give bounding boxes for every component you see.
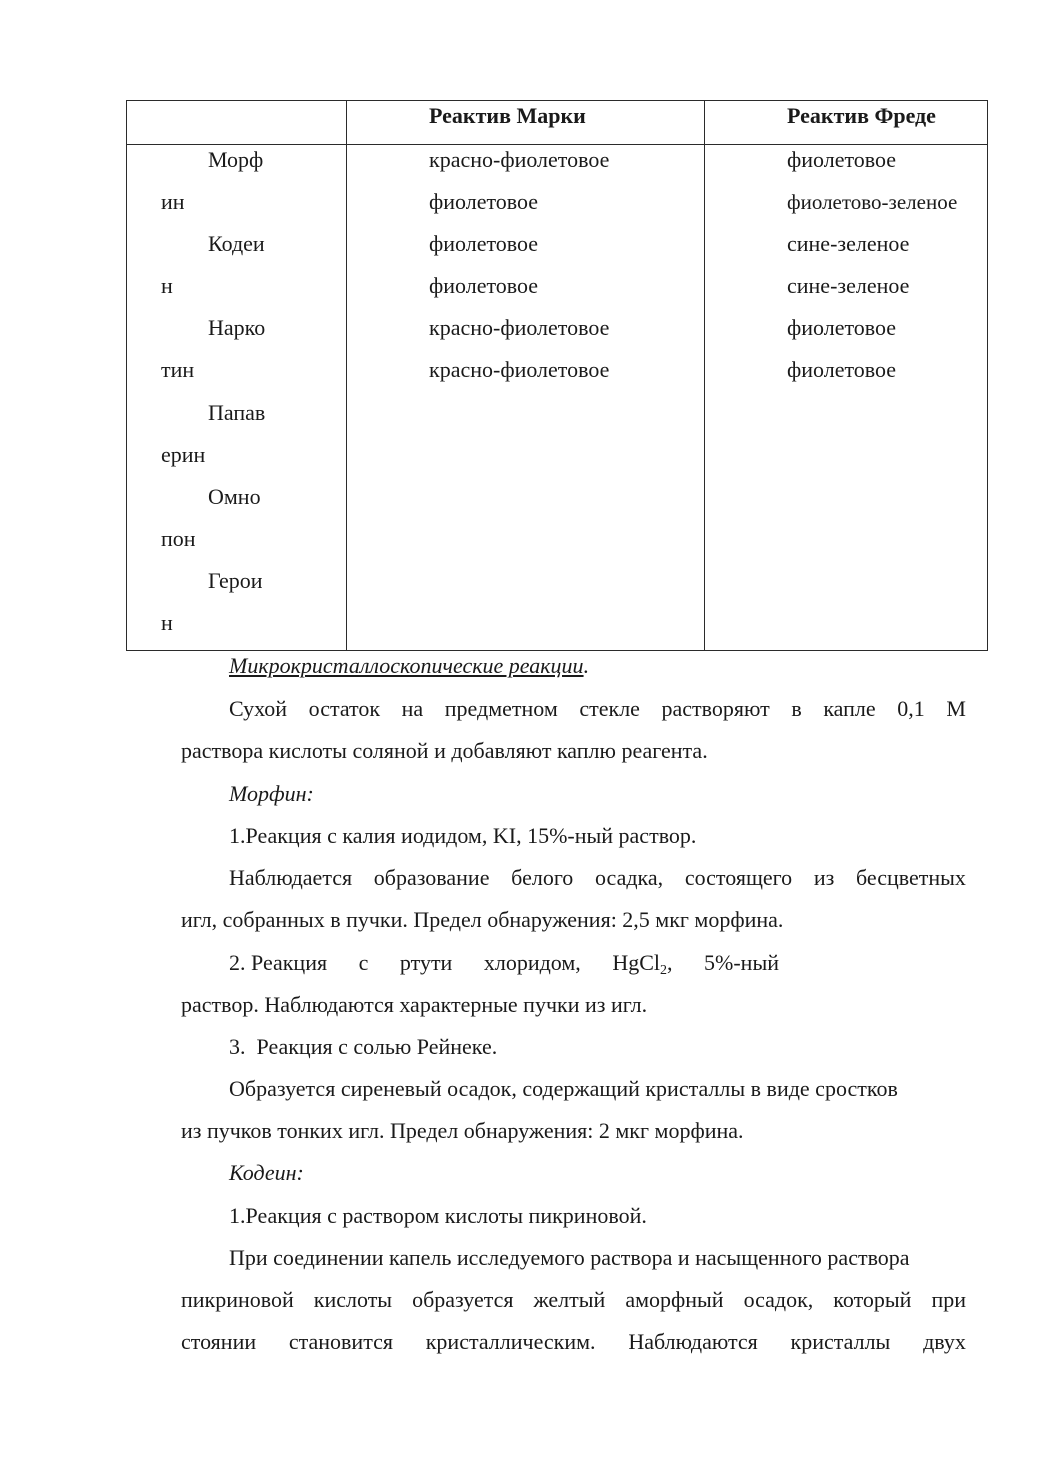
table-cell-name: н xyxy=(161,273,173,298)
reaction-item: 1.Реакция с калия иодидом, KI, 15%-ный раствор. xyxy=(229,823,697,848)
table-column-divider xyxy=(346,101,347,650)
table-cell-frede: сине-зеленое xyxy=(787,273,910,298)
table-cell-marquis: красно-фиолетовое xyxy=(429,147,610,172)
word: 5%-ный xyxy=(704,950,779,975)
paragraph-line: При соединении капель исследуемого раствора и насыщенного раствора xyxy=(229,1245,910,1270)
word: образуется xyxy=(412,1287,514,1312)
formula-main: HgCl xyxy=(612,950,660,975)
word: стоянии xyxy=(181,1329,257,1354)
table-cell-name: Кодеи xyxy=(208,231,265,256)
table-cell-marquis: красно-фиолетовое xyxy=(429,357,610,382)
table-cell-name: Омно xyxy=(208,484,261,509)
table-cell-marquis: фиолетовое xyxy=(429,273,539,298)
paragraph-line xyxy=(181,1329,966,1355)
table-cell-name: ерин xyxy=(161,442,206,467)
word: с xyxy=(358,950,369,975)
table-header-divider xyxy=(127,144,987,145)
word: на xyxy=(401,696,424,721)
word: осадок, xyxy=(743,1287,814,1312)
paragraph-line: раствора кислоты соляной и добавляют каплю реагента. xyxy=(181,738,708,763)
table-cell-frede: фиолетовое xyxy=(787,315,897,340)
section-heading-dot: . xyxy=(583,653,590,678)
chemical-formula xyxy=(612,950,672,976)
section-heading xyxy=(229,653,589,679)
table-header-marquis: Реактив Марки xyxy=(429,103,586,128)
paragraph-line: игл, собранных в пучки. Предел обнаружения: 2,5 мкг морфина. xyxy=(181,907,784,932)
table-cell-name: Герои xyxy=(208,568,263,593)
word: образование xyxy=(373,865,490,890)
paragraph-line xyxy=(229,865,966,891)
word: кристаллы xyxy=(790,1329,891,1354)
word: кислоты xyxy=(313,1287,393,1312)
word: состоящего xyxy=(684,865,793,890)
word: капле xyxy=(823,696,876,721)
word: при xyxy=(931,1287,966,1312)
word: хлоридом, xyxy=(483,950,581,975)
word: кристаллическим. xyxy=(425,1329,596,1354)
word: Наблюдаются xyxy=(628,1329,758,1354)
table-cell-frede: фиолетово-зеленое xyxy=(787,190,958,214)
word: Сухой xyxy=(229,696,288,721)
table-cell-name: Морф xyxy=(208,147,264,172)
table-cell-marquis: красно-фиолетовое xyxy=(429,315,610,340)
paragraph-line xyxy=(181,1287,966,1313)
section-heading-text: Микрокристаллоскопические реакции xyxy=(229,653,584,678)
word: М xyxy=(946,696,966,721)
reaction-item xyxy=(229,950,779,976)
formula-comma: , xyxy=(667,950,673,975)
table-header-frede: Реактив Фреде xyxy=(787,103,936,128)
table-cell-marquis: фиолетовое xyxy=(429,231,539,256)
word: желтый xyxy=(533,1287,606,1312)
paragraph-line: Образуется сиреневый осадок, содержащий кристаллы в виде сростков xyxy=(229,1076,898,1101)
table-cell-name: Папав xyxy=(208,400,266,425)
word: 0,1 xyxy=(897,696,925,721)
word: из xyxy=(813,865,835,890)
paragraph-line xyxy=(229,696,966,722)
table-cell-frede: фиолетовое xyxy=(787,147,897,172)
table-cell-frede: фиолетовое xyxy=(787,357,897,382)
word: становится xyxy=(288,1329,393,1354)
paragraph-line: из пучков тонких игл. Предел обнаружения: 2 мкг морфина. xyxy=(181,1118,744,1143)
table-cell-name: тин xyxy=(161,357,195,382)
word: стекле xyxy=(579,696,640,721)
word: аморфный xyxy=(625,1287,724,1312)
paragraph-line: раствор. Наблюдаются характерные пучки из игл. xyxy=(181,992,648,1017)
word: осадка, xyxy=(594,865,664,890)
word: в xyxy=(791,696,802,721)
formula-subscript: 2 xyxy=(660,963,667,978)
word: бесцветных xyxy=(855,865,966,890)
table-cell-marquis: фиолетовое xyxy=(429,189,539,214)
word: ртути xyxy=(399,950,453,975)
word: который xyxy=(833,1287,912,1312)
table-cell-name: н xyxy=(161,610,173,635)
table-cell-name: пон xyxy=(161,526,196,551)
word: 2. Реакция xyxy=(229,950,328,975)
table-cell-name: Нарко xyxy=(208,315,266,340)
word: предметном xyxy=(444,696,558,721)
reaction-item: 3. Реакция с солью Рейнеке. xyxy=(229,1034,498,1059)
table-column-divider xyxy=(704,101,705,650)
word: белого xyxy=(511,865,574,890)
reaction-item: 1.Реакция с раствором кислоты пикриновой. xyxy=(229,1203,647,1228)
subsection-label-codeine: Кодеин: xyxy=(229,1160,304,1185)
subsection-label-morphine: Морфин: xyxy=(229,781,314,806)
word: двух xyxy=(923,1329,966,1354)
word: остаток xyxy=(308,696,381,721)
table-cell-frede: сине-зеленое xyxy=(787,231,910,256)
word: растворяют xyxy=(661,696,770,721)
table-cell-name: ин xyxy=(161,189,185,214)
word: Наблюдается xyxy=(229,865,353,890)
word: пикриновой xyxy=(181,1287,294,1312)
